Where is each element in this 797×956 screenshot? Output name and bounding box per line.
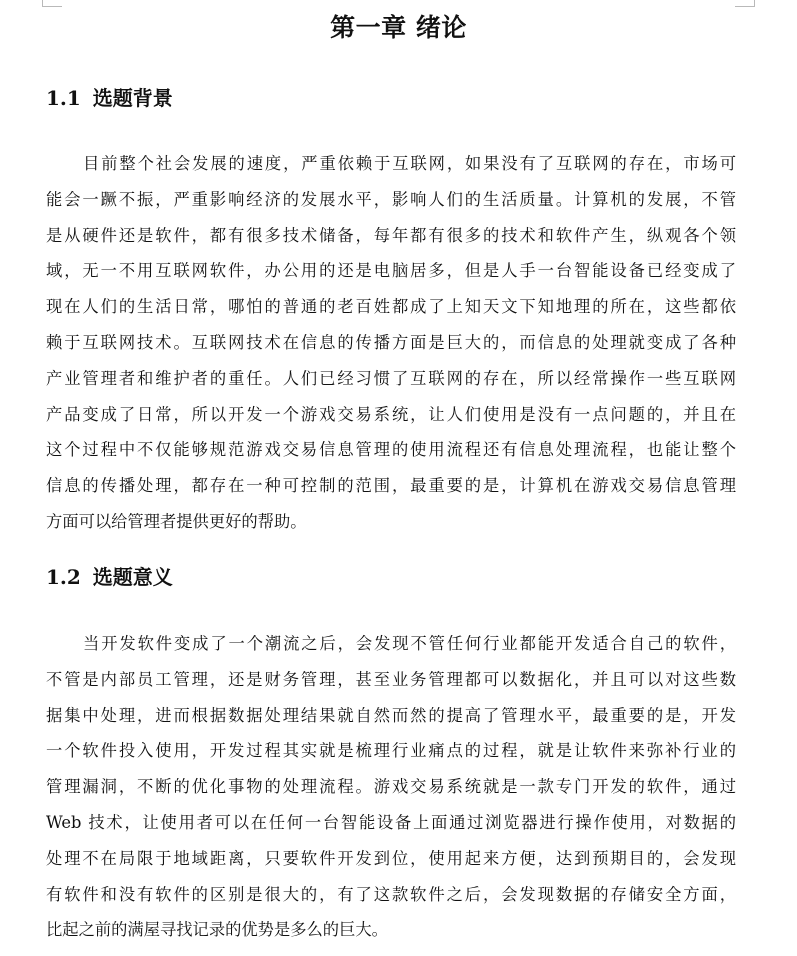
paragraph-line: 据集中处理，进而根据数据处理结果就自然而然的提高了管理水平，最重要的是，开发 — [46, 705, 736, 725]
section-number: 1.1 — [46, 86, 81, 110]
crop-mark-top-left — [42, 6, 62, 7]
paragraph-line: 信息的传播处理，都存在一种可控制的范围，最重要的是，计算机在游戏交易信息管理 — [46, 476, 736, 496]
paragraph-background — [46, 146, 736, 540]
section-title: 选题意义 — [92, 565, 173, 589]
chapter-title: 第一章 绪论 — [330, 13, 467, 42]
paragraph-line: 能会一蹶不振，严重影响经济的发展水平，影响人们的生活质量。计算机的发展，不管 — [46, 189, 736, 209]
paragraph-significance — [46, 626, 736, 948]
paragraph-line: 赖于互联网技术。互联网技术在信息的传播方面是巨大的，而信息的处理就变成了各种 — [46, 332, 736, 352]
paragraph-line: 当开发软件变成了一个潮流之后，会发现不管任何行业都能开发适合自己的软件， — [83, 634, 736, 653]
paragraph-line: 方面可以给管理者提供更好的帮助。 — [46, 511, 307, 531]
paragraph-line: Web 技术，让使用者可以在任何一台智能设备上面通过浏览器进行操作使用，对数据的 — [46, 812, 736, 832]
paragraph-line: 产品变成了日常，所以开发一个游戏交易系统，让人们使用是没有一点问题的，并且在 — [46, 404, 736, 424]
crop-mark-top-right — [754, 0, 755, 7]
paragraph-line: 有软件和没有软件的区别是很大的，有了这款软件之后，会发现数据的存储安全方面， — [46, 884, 736, 904]
paragraph-line: 比起之前的满屋寻找记录的优势是多么的巨大。 — [46, 920, 388, 940]
section-heading-significance — [46, 563, 173, 591]
paragraph-line: 目前整个社会发展的速度，严重依赖于互联网，如果没有了互联网的存在，市场可 — [83, 154, 736, 173]
section-number: 1.2 — [46, 565, 81, 589]
paragraph-line: 现在人们的生活日常，哪怕的普通的老百姓都成了上知天文下知地理的所在，这些都依 — [46, 297, 736, 317]
paragraph-line: 是从硬件还是软件，都有很多技术储备，每年都有很多的技术和软件产生，纵观各个领 — [46, 225, 736, 245]
paragraph-line: 管理漏洞，不断的优化事物的处理流程。游戏交易系统就是一款专门开发的软件，通过 — [46, 777, 736, 797]
section-title: 选题背景 — [92, 86, 173, 110]
crop-mark-top-left — [42, 0, 43, 7]
paragraph-line: 域，无一不用互联网软件，办公用的还是电脑居多，但是人手一台智能设备已经变成了 — [46, 261, 736, 281]
paragraph-line: 一个软件投入使用，开发过程其实就是梳理行业痛点的过程，就是让软件来弥补行业的 — [46, 741, 736, 761]
paragraph-line: 处理不在局限于地域距离，只要软件开发到位，使用起来方便，达到预期目的，会发现 — [46, 848, 736, 868]
crop-mark-top-right — [735, 6, 755, 7]
paragraph-line: 这个过程中不仅能够规范游戏交易信息管理的使用流程还有信息处理流程，也能让整个 — [46, 440, 736, 460]
paragraph-line: 不管是内部员工管理，还是财务管理，甚至业务管理都可以数据化，并且可以对这些数 — [46, 669, 736, 689]
paragraph-line: 产业管理者和维护者的重任。人们已经习惯了互联网的存在，所以经常操作一些互联网 — [46, 368, 736, 388]
section-heading-background — [46, 84, 173, 112]
